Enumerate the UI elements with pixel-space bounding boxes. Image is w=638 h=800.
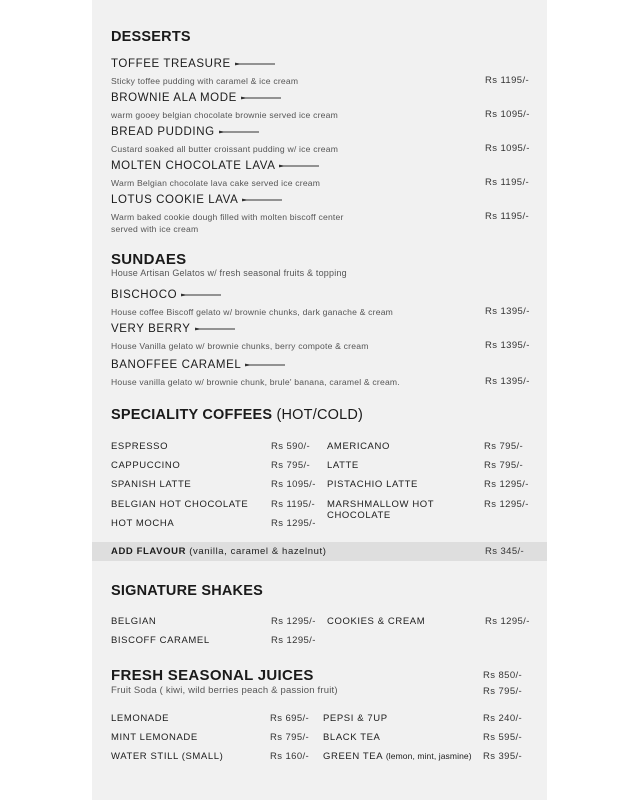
sundae-desc: House vanilla gelato w/ brownie chunk, brule' banana, caramel & cream. (111, 377, 400, 387)
dessert-desc: Custard soaked all butter croissant pudding w/ ice cream (111, 144, 339, 154)
sundae-price: Rs 1395/- (485, 376, 530, 387)
coffees-heading: SPECIALITY COFFEES (HOT/COLD) (111, 407, 364, 423)
juices-subtitle-price: Rs 795/- (483, 686, 523, 697)
sundae-desc: House coffee Biscoff gelato w/ brownie chunks, dark ganache & cream (111, 307, 394, 317)
coffee-name: LATTE (327, 460, 359, 471)
coffee-name: CAPPUCCINO (111, 460, 181, 471)
sundae-name: VERY BERRY (111, 323, 237, 335)
shake-price: Rs 1295/- (271, 635, 316, 646)
coffee-name: BELGIAN HOT CHOCOLATE (111, 499, 249, 510)
coffee-name: HOT MOCHA (111, 518, 175, 529)
shake-name: BISCOFF CARAMEL (111, 635, 210, 646)
add-flavour-line: ADD FLAVOUR (vanilla, caramel & hazelnut) (111, 546, 327, 557)
coffee-price: Rs 795/- (484, 441, 524, 452)
dessert-name: BREAD PUDDING (111, 126, 261, 138)
shake-name: BELGIAN (111, 616, 157, 627)
pointer-arrow-icon (245, 362, 287, 368)
shake-name: COOKIES & CREAM (327, 616, 426, 627)
add-flavour-price: Rs 345/- (485, 546, 525, 557)
drink-price: Rs 395/- (483, 751, 523, 762)
sundae-desc: House Vanilla gelato w/ brownie chunks, berry compote & cream (111, 341, 369, 351)
desserts-heading: DESSERTS (111, 29, 191, 45)
coffee-name: PISTACHIO LATTE (327, 479, 418, 490)
sundae-price: Rs 1395/- (485, 340, 530, 351)
dessert-name: LOTUS COOKIE LAVA (111, 194, 284, 206)
pointer-arrow-icon (279, 163, 321, 169)
drink-name: PEPSI & 7UP (323, 713, 388, 724)
sundae-name: BISCHOCO (111, 289, 223, 301)
pointer-arrow-icon (195, 326, 237, 332)
shake-price: Rs 1295/- (271, 616, 316, 627)
dessert-name: MOLTEN CHOCOLATE LAVA (111, 160, 321, 172)
juices-subtitle: Fruit Soda ( kiwi, wild berries peach & passion fruit) (111, 685, 338, 696)
juices-heading-price: Rs 850/- (483, 670, 523, 681)
drink-price: Rs 795/- (270, 732, 310, 743)
coffee-name: ESPRESSO (111, 441, 169, 452)
pointer-arrow-icon (241, 95, 283, 101)
shake-price: Rs 1295/- (485, 616, 530, 627)
pointer-arrow-icon (235, 61, 277, 67)
coffee-price: Rs 1095/- (271, 479, 316, 490)
dessert-name: TOFFEE TREASURE (111, 58, 277, 70)
pointer-arrow-icon (219, 129, 261, 135)
coffee-price: Rs 1295/- (484, 499, 529, 510)
coffee-price: Rs 795/- (271, 460, 311, 471)
coffee-name: AMERICANO (327, 441, 390, 452)
coffee-name: SPANISH LATTE (111, 479, 192, 490)
coffee-price: Rs 590/- (271, 441, 311, 452)
dessert-name: BROWNIE ALA MODE (111, 92, 283, 104)
pointer-arrow-icon (242, 197, 284, 203)
drink-price: Rs 595/- (483, 732, 523, 743)
sundaes-subtitle: House Artisan Gelatos w/ fresh seasonal fruits & topping (111, 268, 347, 278)
dessert-desc: Sticky toffee pudding with caramel & ice cream (111, 76, 299, 86)
drink-name: GREEN TEA (lemon, mint, jasmine) (323, 751, 472, 762)
dessert-desc: warm gooey belgian chocolate brownie served ice cream (111, 110, 338, 120)
sundaes-heading: SUNDAES (111, 251, 187, 268)
dessert-price: Rs 1095/- (485, 109, 530, 120)
dessert-desc: Warm baked cookie dough filled with molten biscoff center served with ice cream (111, 212, 344, 234)
drink-name: WATER STILL (SMALL) (111, 751, 224, 762)
dessert-desc: Warm Belgian chocolate lava cake served ice cream (111, 178, 321, 188)
coffee-price: Rs 1195/- (271, 499, 316, 510)
drink-price: Rs 160/- (270, 751, 310, 762)
drink-name: MINT LEMONADE (111, 732, 198, 743)
shakes-heading: SIGNATURE SHAKES (111, 583, 263, 599)
coffee-price: Rs 1295/- (484, 479, 529, 490)
dessert-price: Rs 1195/- (485, 177, 530, 188)
coffee-price: Rs 1295/- (271, 518, 316, 529)
sundae-price: Rs 1395/- (485, 306, 530, 317)
drink-name: LEMONADE (111, 713, 170, 724)
coffee-name: MARSHMALLOW HOT CHOCOLATE (327, 499, 435, 521)
juices-heading: FRESH SEASONAL JUICES (111, 667, 314, 684)
sundae-name: BANOFFEE CARAMEL (111, 359, 287, 371)
drink-price: Rs 240/- (483, 713, 523, 724)
dessert-price: Rs 1195/- (485, 75, 530, 86)
drink-price: Rs 695/- (270, 713, 310, 724)
drink-name: BLACK TEA (323, 732, 381, 743)
dessert-price: Rs 1095/- (485, 143, 530, 154)
dessert-price: Rs 1195/- (485, 211, 530, 222)
pointer-arrow-icon (181, 292, 223, 298)
coffee-price: Rs 795/- (484, 460, 524, 471)
